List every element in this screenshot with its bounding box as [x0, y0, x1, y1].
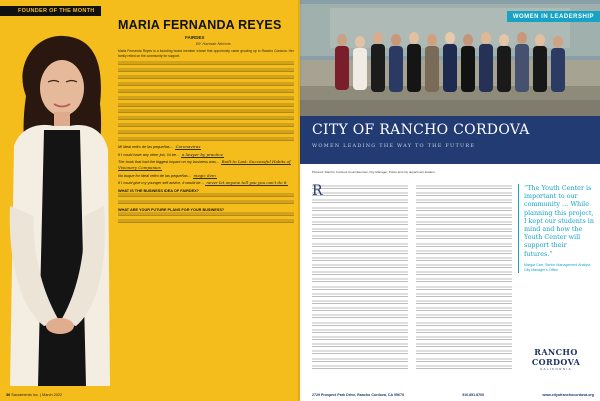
founder-portrait	[4, 26, 112, 386]
text-block	[118, 137, 294, 142]
text-block	[312, 235, 408, 240]
text-block	[118, 96, 294, 101]
qa-question: If I could give my younger self advice, it would be…	[118, 181, 205, 186]
text-block	[312, 207, 408, 212]
footer-address: 2729 Prospect Park Drive, Rancho Cordova, CA 95670	[312, 393, 404, 397]
text-block	[312, 329, 408, 334]
text-block	[416, 250, 512, 255]
footer-url[interactable]: www.cityofranchocordova.org	[542, 393, 594, 397]
footer-phone: 916.851.8700	[462, 393, 485, 397]
text-block	[118, 103, 294, 108]
qa-answer: Built to Last: Successful Habits of Visionary Companies	[118, 159, 291, 171]
text-block	[312, 336, 408, 341]
text-block	[312, 264, 408, 269]
text-block	[118, 123, 294, 128]
text-block	[416, 228, 512, 233]
text-block	[118, 109, 294, 114]
text-block	[312, 343, 408, 348]
text-block	[416, 192, 512, 197]
founder-name: MARIA FERNANDA REYES	[118, 18, 282, 32]
text-block	[312, 257, 408, 262]
qa-answer: a lawyer by practice	[181, 151, 224, 157]
text-block	[312, 358, 408, 363]
text-block	[118, 75, 294, 80]
qa-item	[118, 180, 294, 186]
city-title: CITY OF RANCHO CORDOVA	[312, 122, 530, 138]
pull-quote-text: “The Youth Center is important to our community … While planning this project, I kept our students in mind and how the Youth Center will support their futures.”	[524, 184, 594, 258]
company-name: FAIRDEX	[185, 35, 205, 40]
text-block	[416, 314, 512, 319]
question-heading: WHAT IS THE BUSINESS IDEA OF FAIRDEX?	[118, 189, 200, 194]
qa-item	[118, 144, 294, 150]
page-gutter	[298, 0, 302, 401]
publication-info: Sacramento Inc. | March 2022	[11, 393, 63, 397]
text-block	[312, 250, 408, 255]
text-block	[118, 68, 294, 73]
text-block	[312, 322, 408, 327]
photo-caption: Pictured: Rancho Cordova Councilwoman, City Manager, Police and city department leaders.	[312, 170, 436, 174]
article-column	[416, 185, 512, 372]
text-block	[118, 82, 294, 87]
city-banner	[300, 116, 600, 164]
text-block	[118, 61, 294, 66]
text-block	[118, 130, 294, 135]
qa-item	[118, 152, 294, 158]
text-block	[312, 286, 408, 291]
article-column	[312, 185, 408, 372]
qa-answer: magic dem	[193, 172, 216, 178]
text-block	[416, 336, 512, 341]
text-block	[416, 214, 512, 219]
pull-quote-attribution: Margot Carr, Senior Management Analyst, City Manager's Office	[524, 262, 591, 272]
qa-item	[118, 159, 294, 171]
text-block	[416, 293, 512, 298]
qa-answer: never let anyone tell you you can't do it	[206, 180, 287, 186]
text-block	[312, 314, 408, 319]
text-block	[416, 264, 512, 269]
article-body	[118, 49, 294, 226]
text-block	[312, 243, 408, 248]
section-tag: FOUNDER OF THE MONTH	[0, 6, 101, 16]
text-block	[312, 199, 408, 204]
text-block	[416, 286, 512, 291]
text-block	[312, 271, 408, 276]
text-block	[416, 271, 512, 276]
text-block	[118, 116, 294, 121]
text-block	[416, 322, 512, 327]
article-columns	[312, 185, 512, 372]
city-page	[300, 0, 600, 401]
text-block	[312, 278, 408, 283]
text-block	[312, 221, 408, 226]
text-block	[416, 199, 512, 204]
text-block	[416, 207, 512, 212]
text-block	[312, 365, 408, 370]
qa-item	[118, 173, 294, 179]
text-block	[118, 219, 294, 224]
pull-quote	[518, 184, 594, 273]
text-block	[312, 300, 408, 305]
qa-question: If I could have any other job, I'd be…	[118, 152, 180, 157]
women-in-leadership-badge: WOMEN IN LEADERSHIP	[507, 11, 600, 22]
text-block	[118, 193, 294, 198]
city-footer	[312, 393, 594, 397]
text-block	[416, 257, 512, 262]
city-subtitle: WOMEN LEADING THE WAY TO THE FUTURE	[312, 143, 476, 149]
text-block	[118, 200, 294, 205]
text-block	[416, 365, 512, 370]
drop-cap: R	[312, 183, 323, 199]
text-block	[312, 192, 408, 197]
text-block	[416, 350, 512, 355]
page-number: 30	[6, 393, 11, 397]
text-block	[118, 212, 294, 217]
intro-paragraph: Maria Fernanda Reyes is a founding board member whose first opportunity came growing up in Rancho Cordova. Her family relied on the community for support.	[118, 49, 294, 58]
text-block	[416, 185, 512, 190]
text-block	[312, 185, 408, 190]
text-block	[312, 228, 408, 233]
text-block	[416, 278, 512, 283]
text-block	[416, 300, 512, 305]
byline: BY Hannah Nichols	[196, 41, 231, 46]
text-block	[118, 89, 294, 94]
text-block	[416, 235, 512, 240]
text-block	[312, 350, 408, 355]
text-block	[416, 221, 512, 226]
text-block	[416, 307, 512, 312]
qa-question: Mi ideal retiro de las pequeñas…	[118, 145, 174, 150]
text-block	[312, 293, 408, 298]
page-footer	[6, 393, 62, 397]
text-block	[312, 214, 408, 219]
text-block	[416, 343, 512, 348]
question-heading: WHAT ARE YOUR FUTURE PLANS FOR YOUR BUSINESS?	[118, 208, 225, 213]
logo-subtitle: CALIFORNIA	[539, 367, 572, 371]
qa-question: The book that had the biggest impact on my business was…	[118, 160, 220, 165]
rancho-cordova-logo	[521, 347, 591, 371]
text-block	[416, 358, 512, 363]
qa-answer: Coronavirus	[175, 144, 201, 150]
text-block	[416, 243, 512, 248]
text-block	[312, 307, 408, 312]
text-block	[416, 329, 512, 334]
qa-question: No buque for ideal retiro de las pequeñas…	[118, 173, 192, 178]
logo-wordmark: RANCHO CORDOVA	[531, 347, 581, 367]
